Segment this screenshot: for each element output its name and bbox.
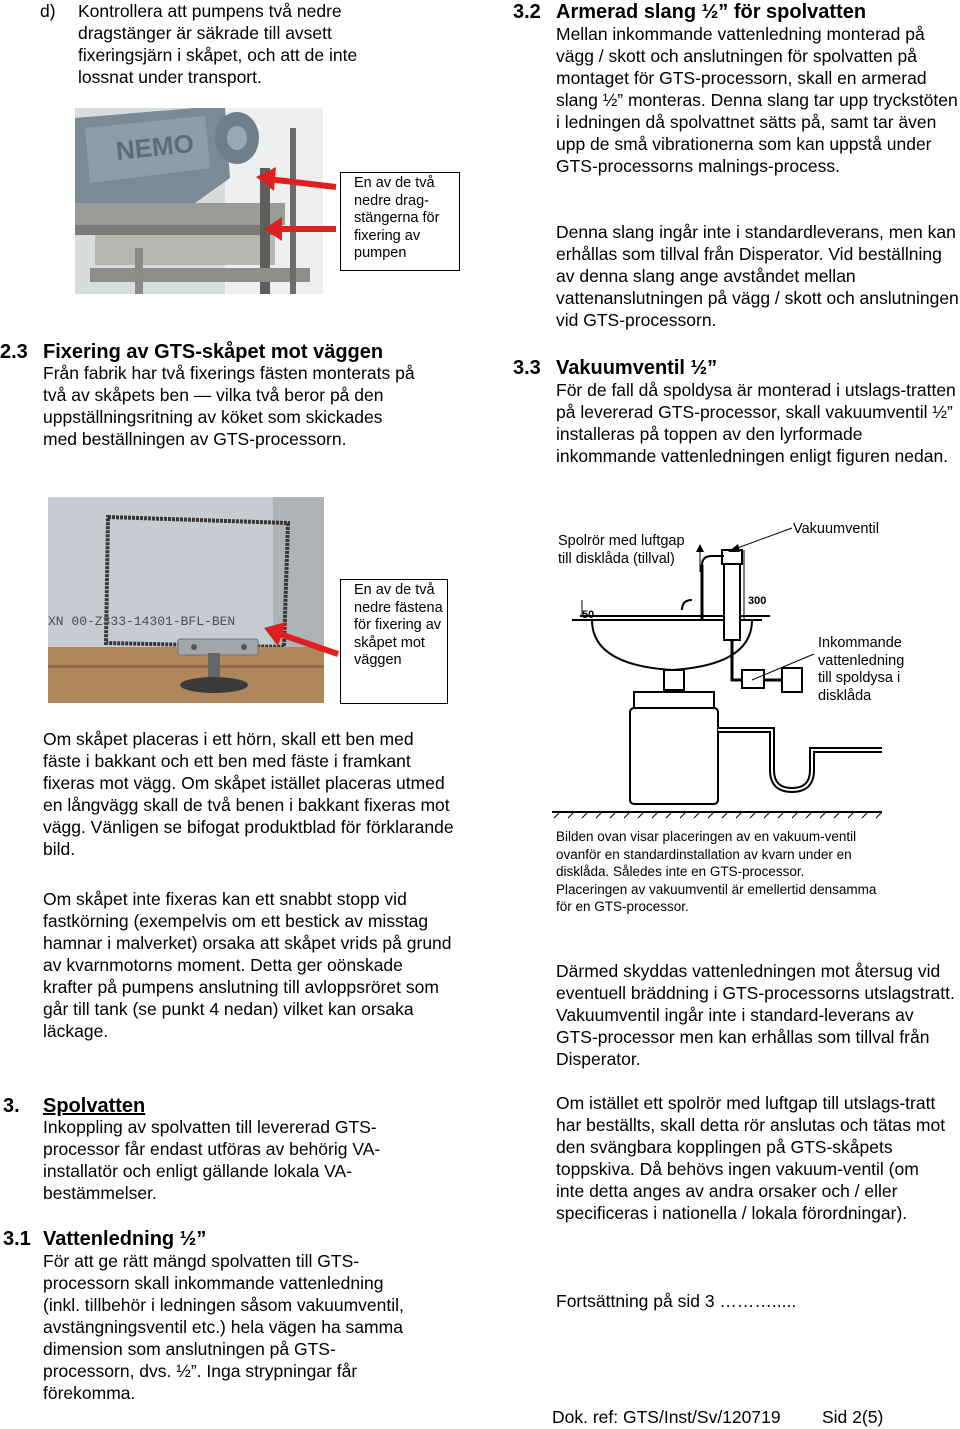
section-3-2-body-2: Denna slang ingår inte i standardleverans, men kan erhållas som tillval från Disperator. Vid beställning av denna slang ange avståndet mellan vattenanslutningen på vägg / skott och anslutningen vid GTS-processorn. [556,222,959,330]
right-paragraph-1: Därmed skyddas vattenledningen mot återsug vid eventuell bräddning i GTS-processorns utslagstratt. Vakuumventil ingår inte i standard-leverans av GTS-processor men kan erhållas som tillval från Disperator. [556,961,955,1069]
left-paragraph-2: Om skåpet inte fixeras kan ett snabbt stopp vid fastkörning (exempelvis om ett bestick av misstag hamnar i malverket) orsaka att skåpet vrids på grund av kvarnmotorns moment. Detta ger oönskade krafter på pumpens anslutning till avloppsröret som går till tank (se punkt 4 nedan) vilket kan orsaka läckage. [43,889,452,1041]
section-3-2-body-1: Mellan inkommande vattenledning monterad på vägg / skott och anslutningen för spolvatten på montaget för GTS-processorn, skall en armerad slang ½” monteras. Denna slang tar upp tryckstöten i ledningen då spolvattnet sätts på, samt tar även upp de små vibrationerna som kan uppstå under GTS-processorns malnings-process. [556,24,958,176]
section-title-3-2: Armerad slang ½” för spolvatten [556,1,867,23]
section-number-2-3: 2.3 [0,341,28,363]
dimension-50: 50 [582,609,595,621]
continued-note: Fortsättning på sid 3 ………..... [556,1291,797,1311]
pointer-arrow-icon [250,165,340,255]
diagram-label-vakuumventil: Vakuumventil [793,521,879,537]
cabinet-label-text: XN 00-Z333-14301-BFL-BEN [48,614,236,629]
section-3-1-body: För att ge rätt mängd spolvatten till GTS-processorn skall inkommande vattenledning (inkl. tillbehör i ledningen såsom vakuumventil, avstängningsventil etc.) hela vägen ha samma dimension som anslutningen på GTS-processorn, dvs. ½”. Inga strypningar får förekomma. [43,1251,404,1403]
pointer-arrow-icon [258,620,340,660]
dimension-300: 300 [748,595,767,607]
section-title-3: Spolvatten [43,1095,146,1117]
pump-callout: En av de två nedre drag-stängerna för fixering av pumpen [340,172,460,271]
cabinet-callout: En av de två nedre fästena för fixering av skåpet mot väggen [340,579,448,704]
section-3-body: Inkoppling av spolvatten till levererad GTS-processor får endast utföras av behörig VA-installatör och enligt gällande lokala VA-bestämmelser. [43,1117,381,1203]
section-title-3-3: Vakuumventil ½” [556,357,718,379]
section-number-3-1: 3.1 [3,1228,31,1250]
section-d-text: Kontrollera att pumpens två nedre dragstänger är säkrade till avsett fixeringsjärn i skåpet, och att de inte lossnat under transport. [78,1,358,87]
section-2-3-body: Från fabrik har två fixerings fästen monterats på två av skåpets ben — vilka två beror på den uppställningsritning av köket som skickades med beställningen av GTS-processorn. [43,363,415,449]
diagram-label-spolror: Spolrör med luftgap till disklåda (tillval) [558,533,685,567]
section-number-3: 3. [3,1095,20,1117]
pump-brand-text: NEMO [114,127,196,166]
diagram-label-inkommande: Inkommande vattenledning till spoldysa i disklåda [818,635,905,704]
diagram-caption: Bilden ovan visar placeringen av en vakuum-ventil ovanför en standardinstallation av kvarn under en disklåda. Således inte en GTS-processor. Placeringen av vakuumventil är emellertid densamma för en GTS-processor. [556,829,877,914]
section-number-3-2: 3.2 [513,1,541,23]
cabinet-photo [48,497,324,703]
section-3-3-body: För de fall då spoldysa är monterad i utslags-tratten på levererad GTS-processor, skall vakuumventil ½” installeras på toppen av den lyrformade inkommande vattenledningen enligt figuren nedan. [556,380,956,466]
section-title-2-3: Fixering av GTS-skåpet mot väggen [43,341,384,363]
left-paragraph-1: Om skåpet placeras i ett hörn, skall ett ben med fäste i bakkant och ett ben med fäste i framkant fixeras mot vägg. Om skåpet istället placeras utmed en långvägg skall de två benen i bakkant fixeras mot vägg. Vänligen se bifogat produktblad för förklarande bild. [43,729,454,859]
right-paragraph-2: Om istället ett spolrör med luftgap till utslags-tratt har beställts, skall detta rör anslutas och tätas mot den svängbara kopplingen på GTS-skåpets toppskiva. Då behövs ingen vakuum-ventil (om inte detta anges av andra orsaker och / eller specificeras i nationella / lokala förordningar). [556,1093,946,1223]
footer-page-number: Sid 2(5) [822,1407,884,1427]
section-title-3-1: Vattenledning ½” [43,1228,207,1250]
section-number-3-3: 3.3 [513,357,541,379]
footer-doc-ref: Dok. ref: GTS/Inst/Sv/120719 [552,1407,781,1427]
list-marker-d: d) [40,1,56,21]
